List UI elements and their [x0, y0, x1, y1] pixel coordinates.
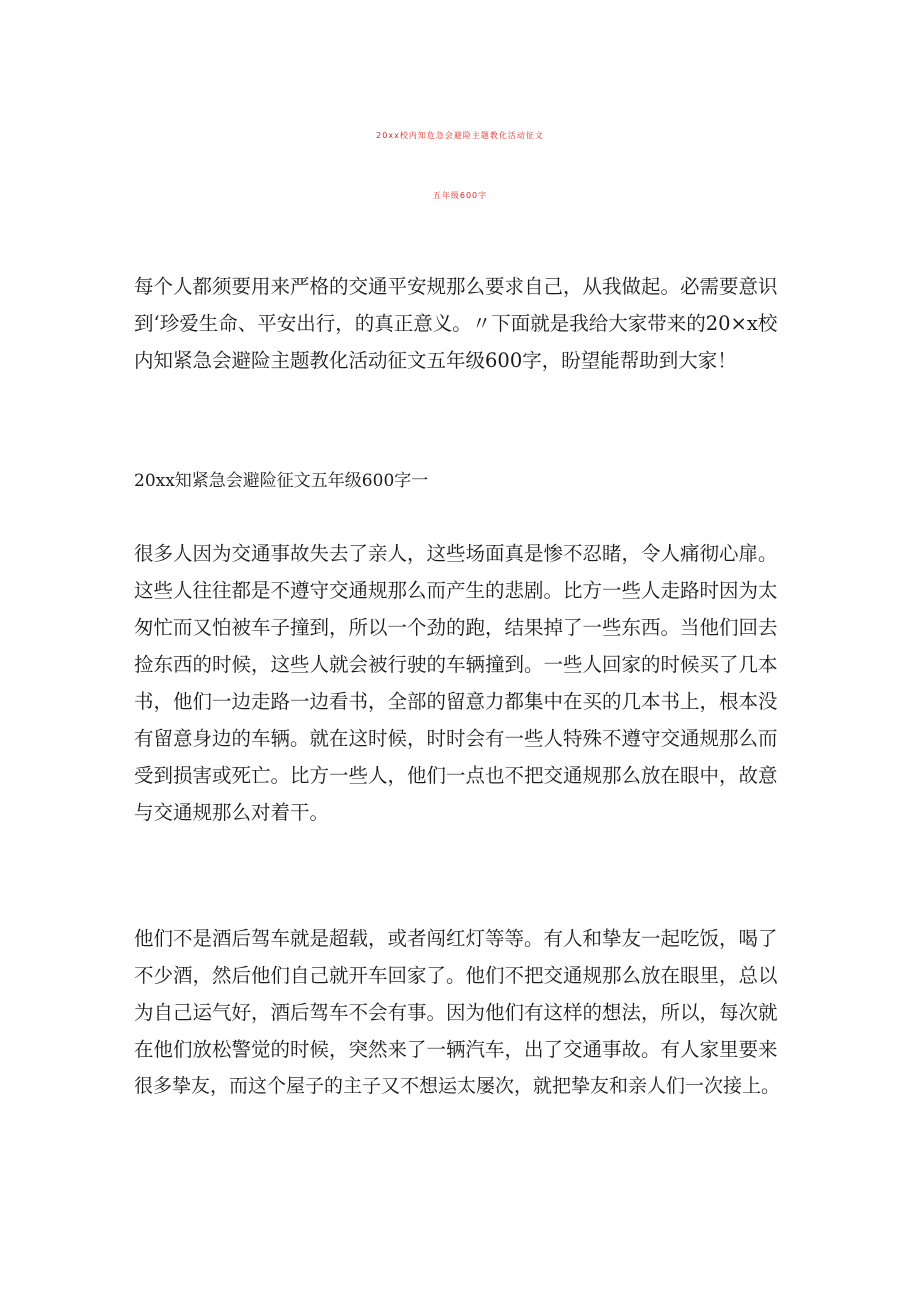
intro-line: 内知紧急会避险主题教化活动征文五年级600字，盼望能帮助到大家！ — [134, 349, 737, 372]
body-line: 捡东西的时候，这些人就会被行驶的车辆撞到。一些人回家的时候买了几本 — [134, 653, 778, 676]
document-title-line-1: 20xx校内知危急会避险主题教化活动征文 — [376, 131, 544, 140]
intro-line: 到‘珍爱生命、平安出行，的真正意义。〃下面就是我给大家带来的20×x校 — [134, 312, 778, 335]
intro-line: 每个人都须要用来严格的交通平安规那么要求自己，从我做起。必需要意识 — [134, 275, 778, 298]
body-line: 受到损害或死亡。比方一些人，他们一点也不把交通规那么放在眼中，故意 — [134, 764, 778, 787]
body-line: 匆忙而又怕被车子撞到，所以一个劲的跑，结果掉了一些东西。当他们回去 — [134, 616, 778, 639]
body-line: 不少酒，然后他们自己就开车回家了。他们不把交通规那么放在眼里，总以 — [134, 964, 778, 987]
document-title-line-2: 五年级600字 — [432, 191, 488, 200]
body-line: 书，他们一边走路一边看书，全部的留意力都集中在买的几本书上，根本没 — [134, 690, 778, 713]
body-paragraph-2 — [134, 920, 794, 1105]
body-line: 在他们放松警觉的时候，突然来了一辆汽车，出了交通事故。有人家里要来 — [134, 1038, 778, 1061]
body-line: 这些人往往都是不遵守交通规那么而产生的悲剧。比方一些人走路时因为太 — [134, 579, 778, 602]
body-line: 他们不是酒后驾车就是超载，或者闯红灯等等。有人和挚友一起吃饭，喝了 — [134, 927, 778, 950]
section-subheading: 20xx知紧急会避险征文五年级600字一 — [134, 471, 429, 491]
body-line: 有留意身边的车辆。就在这时候，时时会有一些人特殊不遵守交通规那么而 — [134, 727, 778, 750]
intro-paragraph — [134, 268, 794, 379]
body-paragraph-1 — [134, 535, 794, 831]
body-line: 为自己运气好，酒后驾车不会有事。因为他们有这样的想法，所以，每次就 — [134, 1001, 778, 1024]
body-line: 很多人因为交通事故失去了亲人，这些场面真是惨不忍睹，令人痛彻心扉。 — [134, 542, 778, 565]
body-line: 与交通规那么对着干。 — [134, 801, 330, 824]
body-line: 很多挚友，而这个屋子的主子又不想运太屡次，就把挚友和亲人们一次接上。 — [134, 1075, 781, 1097]
